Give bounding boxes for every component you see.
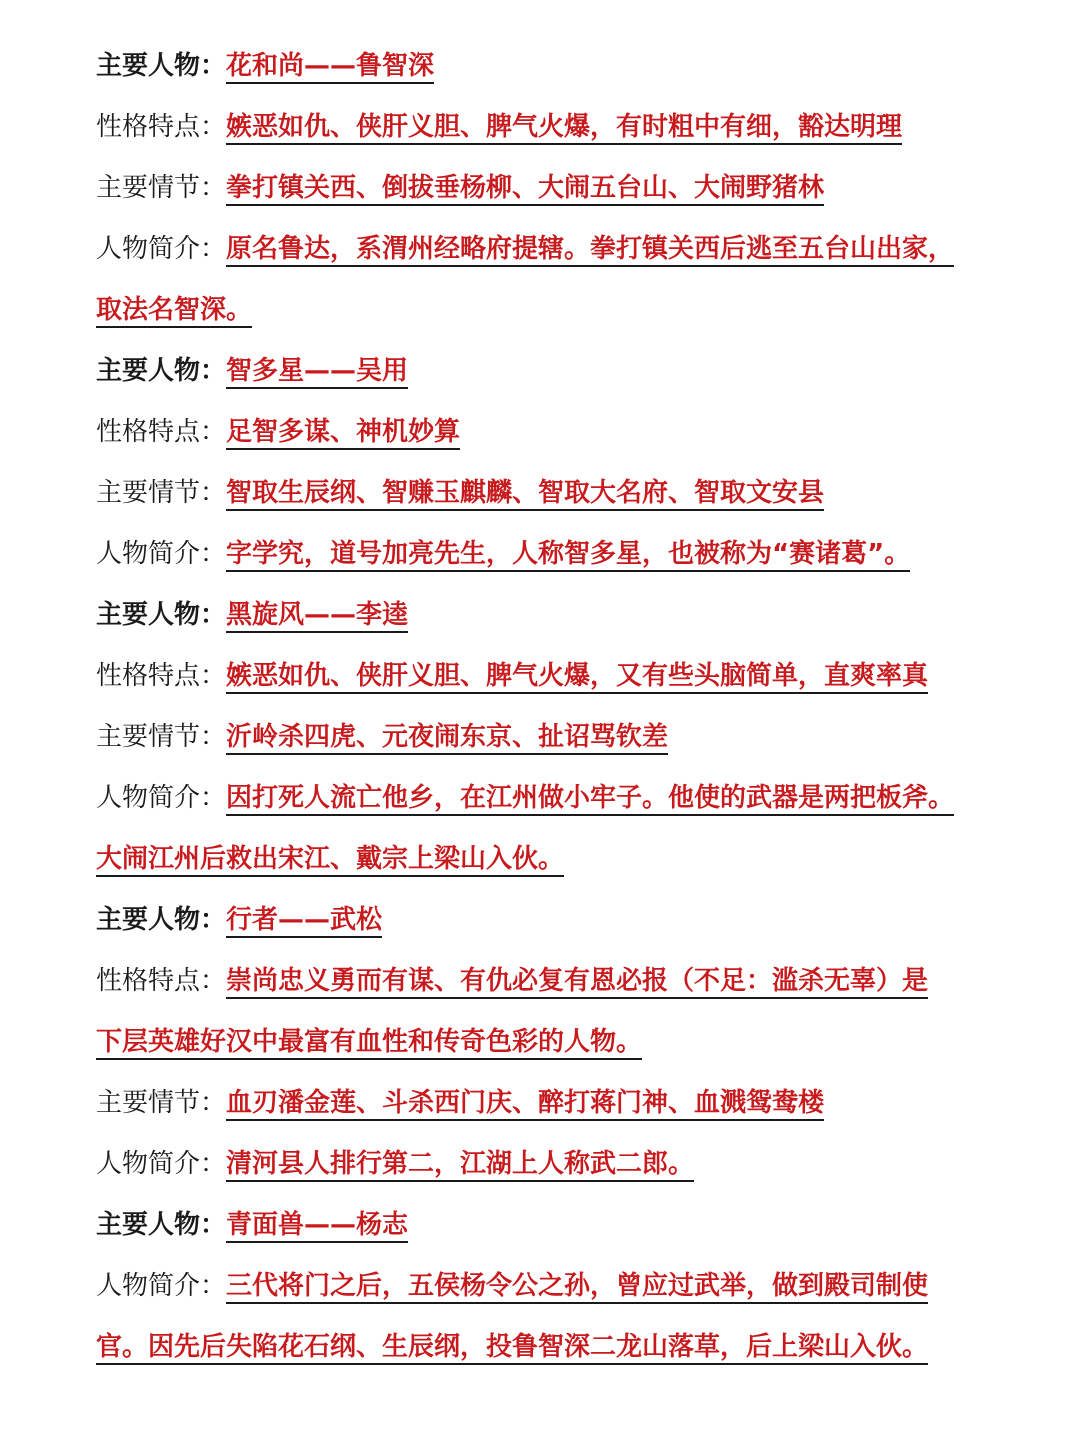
- entry-2-intro-row: [96, 536, 910, 572]
- entry-3-plot-row: [96, 719, 668, 755]
- character-name: 黑旋风——李逵: [226, 600, 408, 633]
- entry-2-trait-row: [96, 414, 460, 450]
- trait-label: 性格特点：: [96, 966, 227, 996]
- plot-text: 智取生辰纲、智赚玉麒麟、智取大名府、智取文安县: [226, 478, 824, 511]
- entry-4-trait-continuation: [96, 1024, 642, 1060]
- intro-label: 人物简介：: [96, 234, 227, 264]
- entry-4-character-row: [96, 902, 382, 938]
- trait-text: 嫉恶如仇、侠肝义胆、脾气火爆，又有些头脑简单，直爽率真: [226, 661, 928, 694]
- character-label: 主要人物：: [96, 1210, 227, 1240]
- intro-label: 人物简介：: [96, 783, 227, 813]
- plot-text: 血刃潘金莲、斗杀西门庆、醉打蒋门神、血溅鸳鸯楼: [226, 1088, 824, 1121]
- character-label: 主要人物：: [96, 51, 227, 81]
- entry-4-intro-row: [96, 1146, 694, 1182]
- plot-label: 主要情节：: [96, 478, 227, 508]
- character-name: 智多星——吴用: [226, 356, 408, 389]
- entry-5-intro-row: [96, 1268, 928, 1304]
- trait-text: 足智多谋、神机妙算: [226, 417, 460, 450]
- entry-3-trait-row: [96, 658, 928, 694]
- entry-2-plot-row: [96, 475, 824, 511]
- intro-text: 字学究，道号加亮先生，人称智多星，也被称为“赛诸葛”。: [226, 539, 910, 572]
- character-label: 主要人物：: [96, 356, 227, 386]
- intro-text: 清河县人排行第二，江湖上人称武二郎。: [226, 1149, 694, 1182]
- entry-4-plot-row: [96, 1085, 824, 1121]
- entry-1-trait-row: [96, 109, 902, 145]
- plot-text: 拳打镇关西、倒拔垂杨柳、大闹五台山、大闹野猪林: [226, 173, 824, 206]
- trait-label: 性格特点：: [96, 417, 227, 447]
- intro-text: 三代将门之后，五侯杨令公之孙，曾应过武举，做到殿司制使: [226, 1271, 928, 1304]
- intro-text-continued: 大闹江州后救出宋江、戴宗上梁山入伙。: [96, 844, 564, 877]
- plot-label: 主要情节：: [96, 173, 227, 203]
- character-label: 主要人物：: [96, 905, 227, 935]
- entry-1-intro-row: [96, 231, 954, 267]
- entry-4-trait-row: [96, 963, 928, 999]
- entry-3-character-row: [96, 597, 408, 633]
- intro-text-continued: 官。因先后失陷花石纲、生辰纲，投鲁智深二龙山落草，后上梁山入伙。: [96, 1332, 928, 1365]
- trait-text: 嫉恶如仇、侠肝义胆、脾气火爆，有时粗中有细，豁达明理: [226, 112, 902, 145]
- entry-1-character-row: [96, 48, 434, 84]
- character-name: 青面兽——杨志: [226, 1210, 408, 1243]
- character-name: 行者——武松: [226, 905, 382, 938]
- character-name: 花和尚——鲁智深: [226, 51, 434, 84]
- trait-text-continued: 下层英雄好汉中最富有血性和传奇色彩的人物。: [96, 1027, 642, 1060]
- entry-5-character-row: [96, 1207, 408, 1243]
- intro-label: 人物简介：: [96, 539, 227, 569]
- intro-text: 因打死人流亡他乡，在江州做小牢子。他使的武器是两把板斧。: [226, 783, 954, 816]
- trait-label: 性格特点：: [96, 661, 227, 691]
- entry-1-intro-continuation: [96, 292, 252, 328]
- entry-3-intro-continuation: [96, 841, 564, 877]
- plot-label: 主要情节：: [96, 1088, 227, 1118]
- intro-label: 人物简介：: [96, 1149, 227, 1179]
- entry-2-character-row: [96, 353, 408, 389]
- intro-label: 人物简介：: [96, 1271, 227, 1301]
- trait-label: 性格特点：: [96, 112, 227, 142]
- entry-3-intro-row: [96, 780, 954, 816]
- intro-text-continued: 取法名智深。: [96, 295, 252, 328]
- plot-text: 沂岭杀四虎、元夜闹东京、扯诏骂钦差: [226, 722, 668, 755]
- entry-1-plot-row: [96, 170, 824, 206]
- entry-5-intro-continuation: [96, 1329, 928, 1365]
- trait-text: 崇尚忠义勇而有谋、有仇必复有恩必报（不足：滥杀无辜）是: [226, 966, 928, 999]
- plot-label: 主要情节：: [96, 722, 227, 752]
- intro-text: 原名鲁达，系渭州经略府提辖。拳打镇关西后逃至五台山出家，: [226, 234, 954, 267]
- character-label: 主要人物：: [96, 600, 227, 630]
